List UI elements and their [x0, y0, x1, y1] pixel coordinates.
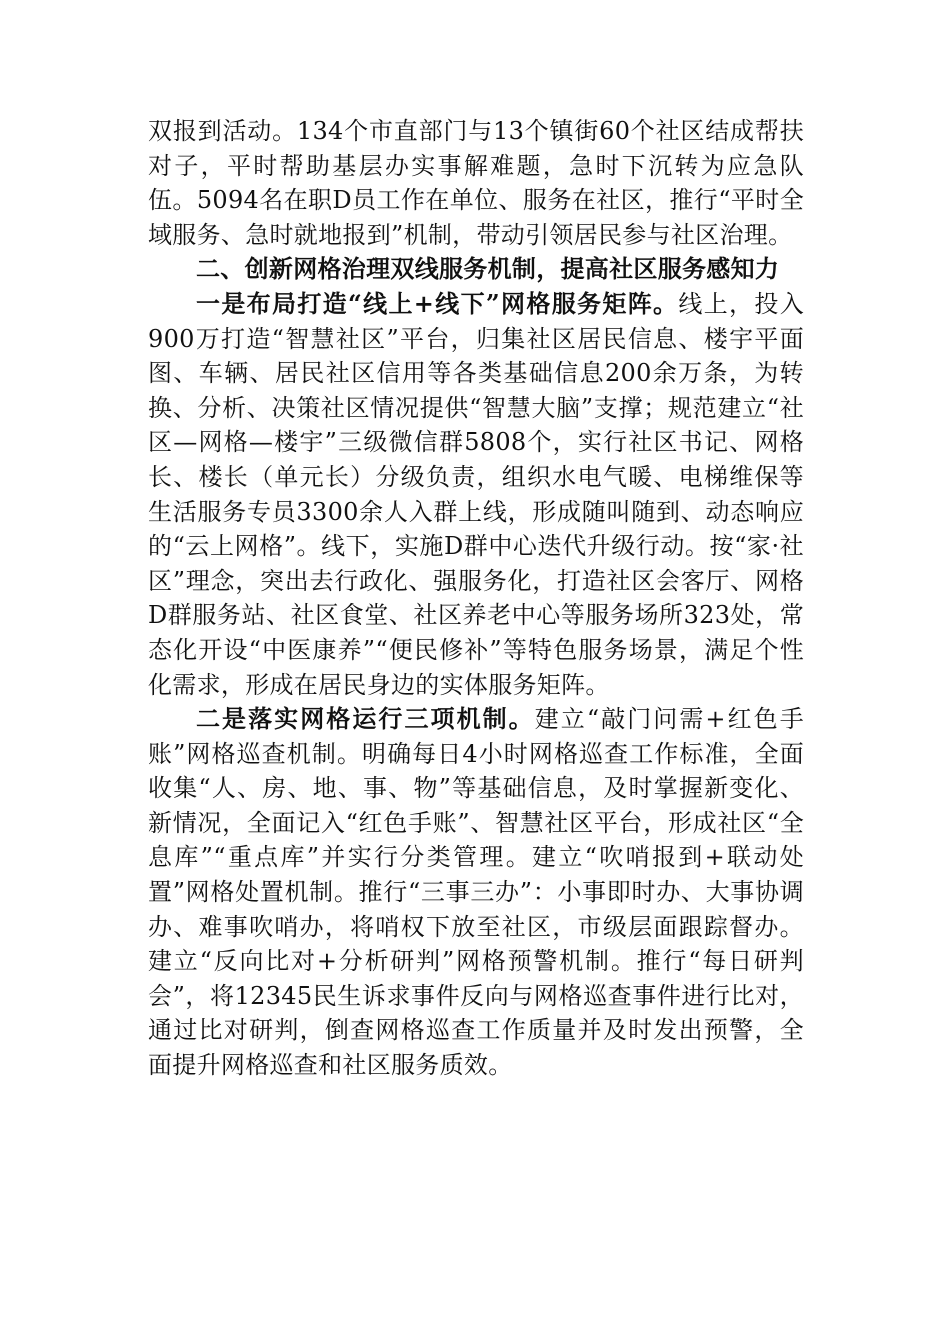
paragraph-continued: 双报到活动。134个市直部门与13个镇街60个社区结成帮扶对子，平时帮助基层办实事解难题，急时下沉转为应急队伍。5094名在职D员工作在单位、服务在社区，推行“平时全域服务、急时就地报到”机制，带动引领居民参与社区治理。 [148, 117, 804, 249]
section-heading: 二、创新网格治理双线服务机制，提高社区服务感知力 [196, 254, 780, 284]
document-page [148, 114, 804, 1083]
paragraph-lead: 一是布局打造“线上+线下”网格服务矩阵。 [196, 288, 679, 318]
paragraph-grid-matrix [148, 287, 804, 702]
paragraph-grid-mechanisms [148, 702, 804, 1083]
paragraph-body: 线上，投入900万打造“智慧社区”平台，归集社区居民信息、楼宇平面图、车辆、居民社区信用等各类基础信息200余万条，为转换、分析、决策社区情况提供“智慧大脑”支撑；规范建立“社区—网格—楼宇”三级微信群5808个，实行社区书记、网格长、楼长（单元长）分级负责，组织水电气暖、电梯维保等生活服务专员3300余人入群上线，形成随叫随到、动态响应的“云上网格”。线下，实施D群中心迭代升级行动。按“家·社区”理念，突出去行政化、强服务化，打造社区会客厅、网格D群服务站、社区食堂、社区养老中心等服务场所323处，常态化开设“中医康养”“便民修补”等特色服务场景，满足个性化需求，形成在居民身边的实体服务矩阵。 [148, 289, 805, 699]
paragraph-lead: 二是落实网格运行三项机制。 [196, 704, 535, 734]
paragraph-body: 建立“敲门问需+红色手账”网格巡查机制。明确每日4小时网格巡查工作标准，全面收集“人、房、地、事、物”等基础信息，及时掌握新变化、新情况，全面记入“红色手账”、智慧社区平台，形成社区“全息库”“重点库”并实行分类管理。建立“吹哨报到+联动处置”网格处置机制。推行“三事三办”：小事即时办、大事协调办、难事吹哨办，将哨权下放至社区，市级层面跟踪督办。建立“反向比对+分析研判”网格预警机制。推行“每日研判会”，将12345民生诉求事件反向与网格巡查事件进行比对，通过比对研判，倒查网格巡查工作质量并及时发出预警，全面提升网格巡查和社区服务质效。 [148, 705, 804, 1080]
